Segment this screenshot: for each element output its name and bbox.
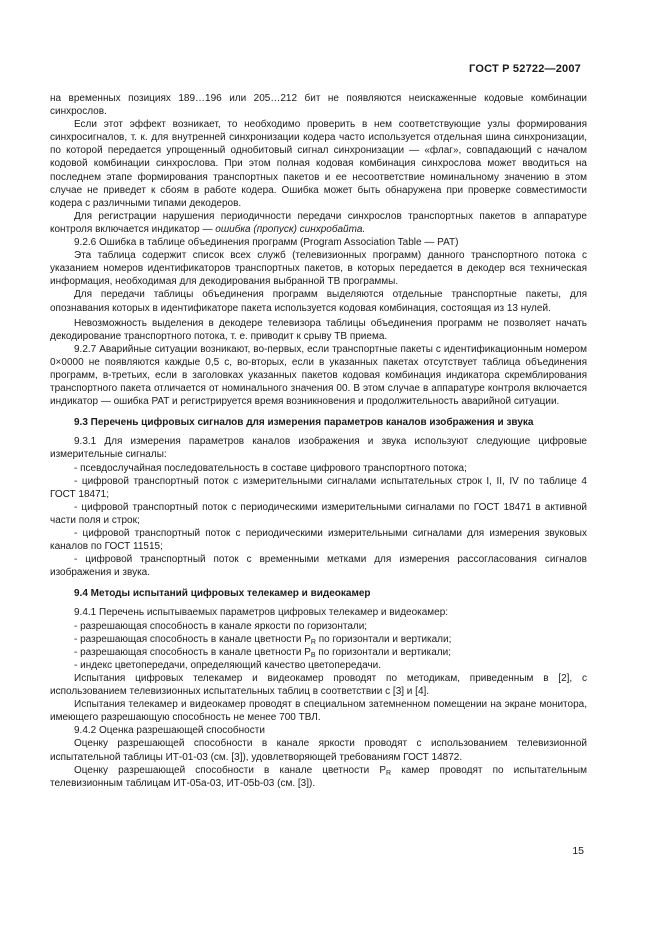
- document-header: ГОСТ Р 52722—2007: [469, 63, 581, 75]
- subsection-title: 9.2.6 Ошибка в таблице объединения программ (Program Association Table — PAT): [74, 237, 459, 249]
- paragraph: 9.3.1 Для измерения параметров каналов изображения и звука используют следующие цифровые измерительные сигналы:: [50, 436, 587, 461]
- section-heading-9-3: 9.3 Перечень цифровых сигналов для измерения параметров каналов изображения и звука: [74, 417, 534, 429]
- section-heading-9-4: 9.4 Методы испытаний цифровых телекамер и видеокамер: [74, 588, 371, 600]
- paragraph: на временных позициях 189…196 или 205…212 бит не появляются неискаженные кодовые комбинации синхрослов.: [50, 93, 587, 118]
- paragraph: Испытания телекамер и видеокамер проводят в специальном затемненном помещении на экране монитора, имеющего разрешающую способность не менее 700 ТВЛ.: [50, 699, 587, 724]
- subsection-title: 9.4.2 Оценка разрешающей способности: [74, 725, 265, 737]
- paragraph: Эта таблица содержит список всех служб (телевизионных программ) данного транспортного потока с указанием номеров идентификаторов транспортных пакетов, в которых передается в декодер вся техническая информация, необходимая для декодирования выбранной ТВ программы.: [50, 250, 587, 288]
- page-number: 15: [572, 845, 584, 857]
- paragraph-text: Для регистрации нарушения периодичности передачи синхрослов транспортных пакетов в аппаратуре контроля включается индикатор —: [50, 210, 587, 235]
- list-item: - псевдослучайная последовательность в составе цифрового транспортного потока;: [74, 462, 467, 474]
- list-item: - разрешающая способность в канале цветности $P_B$ по горизонтали и вертикали;: [74, 646, 451, 659]
- list-item: - цифровой транспортный поток с временными метками для измерения рассогласования сигналов изображения и звука.: [50, 554, 587, 579]
- list-item: - цифровой транспортный поток с периодическими измерительными сигналами по ГОСТ 18471 в активной части поля и строк;: [50, 501, 587, 526]
- paragraph: Испытания цифровых телекамер и видеокамер проводят по методикам, приведенным в [2], с использованием телевизионных испытательных таблиц в соответствии с [3] и [4].: [50, 672, 587, 698]
- paragraph: 9.2.7 Аварийные ситуации возникают, во-первых, если транспортные пакеты с идентификационным номером 0×0000 не появляются каждые 0,5 с, во-вторых, если в указанных пакетах отсутствует таблица объединения программ, в-третьих, если в заголовках указанных пакетов кодовая комбинация индикатора скремблирования транспортного пакета отличается от номинального значения 00. В этом случае в аппаратуре контроля включается индикатор — ошибка PAT и регистрируется время возникновения и продолжительность аварийной ситуации.: [50, 343, 587, 408]
- paragraph: Оценку разрешающей способности в канале яркости проводят с использованием телевизионной испытательной таблицы ИТ-01-03 (см. [3]), удовлетворяющей требованиям ГОСТ 14872.: [50, 738, 587, 763]
- paragraph: [50, 210, 587, 236]
- list-item: - разрешающая способность в канале цветности $P_R$ по горизонтали и вертикали;: [74, 633, 452, 646]
- paragraph: Для передачи таблицы объединения программ выделяются отдельные транспортные пакеты, для опознавания которых в идентификаторе пакета используется кодовая комбинация, состоящая из 13 нулей.: [50, 289, 587, 314]
- paragraph: Невозможность выделения в декодере телевизора таблицы объединения программ не позволяет начать декодирование транспортного потока, т. е. приводит к срыву ТВ приема.: [50, 317, 587, 342]
- list-item: - индекс цветопередачи, определяющий качество цветопередачи.: [74, 659, 381, 671]
- list-item: - разрешающая способность в канале яркости по горизонтали;: [74, 620, 368, 632]
- page-body: [50, 92, 587, 790]
- paragraph: Оценку разрешающей способности в канале цветности $P_R$ камер проводят по испытательным телевизионным таблицам ИТ-05а-03, ИТ-05b-03 (см. [3]).: [50, 764, 587, 789]
- paragraph: Если этот эффект возникает, то необходимо проверить в нем соответствующие узлы формирования синхросигналов, т. к. для внутренней синхронизации кодера часто используется отдельная шина синхронизации, по которой передается упрощенный однобитовый сигнал синхронизации — «флаг», совпадающий с началом кодовой комбинации синхрослова. При этом полная кодовая комбинация синхрослова может вводиться на последнем этапе формирования транспортных пакетов и ее несоответствие номинальному значению в этом случае не приведет к сбоям в работе кодера. Ошибка может быть обнаружена при проверке совместимости кодера с различными типами декодеров.: [50, 119, 587, 209]
- list-item: - цифровой транспортный поток с измерительными сигналами испытательных строк I, II, IV по таблице 4 ГОСТ 18471;: [50, 475, 587, 500]
- list-item: - цифровой транспортный поток с периодическими измерительными сигналами для измерения звуковых каналов по ГОСТ 11515;: [50, 528, 587, 553]
- paragraph: 9.4.1 Перечень испытываемых параметров цифровых телекамер и видеокамер:: [74, 607, 449, 619]
- indicator-name: ошибка (пропуск) синхробайта.: [215, 223, 366, 235]
